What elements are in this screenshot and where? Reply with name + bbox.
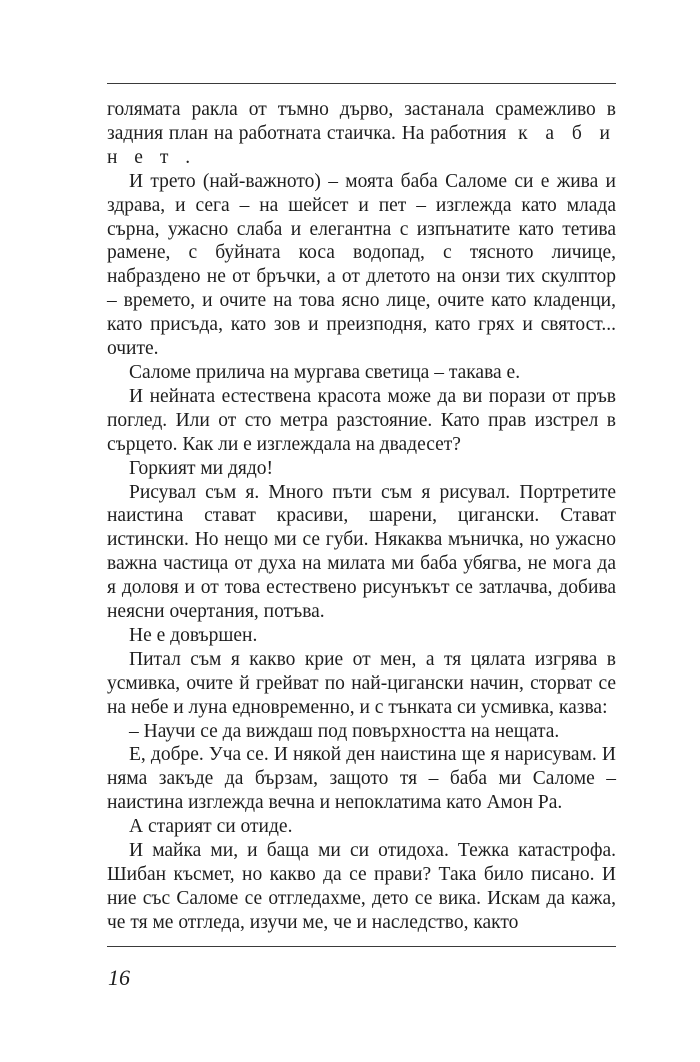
paragraph-2: И трето (най-важното) – моята баба Саломе си е жива и здрава, и сега – на шейсет и пет – изглежда като млада сърна, ужасно слаба и елегантна с изпънатите като тетива рамене, с буйната коса водопад, с тясното личице, набраздено не от бръчки, а от длетото на онзи тих скулптор – времето, и очите на това ясно лице, очите като кладенци, като присъда, като зов и преизподня, като грях и святост... очите. — [107, 170, 616, 360]
paragraph-7: Не е довършен. — [129, 624, 258, 646]
body-text — [107, 98, 616, 935]
paragraph-8: Питал съм я какво крие от мен, а тя цялата изгрява в усмивка, очите й грейват по най-цигански начин, сторват се на небе и луна едновременно, и с тънката си усмивка, казва: — [107, 648, 616, 718]
spaced-word: к а б и н е т . — [107, 122, 616, 168]
paragraph-3: Саломе прилича на мургава светица – такава е. — [129, 361, 521, 383]
paragraph-4: И нейната естествена красота може да ви порази от пръв поглед. Или от сто метра разстояние. Като прав изстрел в сърцето. Как ли е изглеждала на двадесет? — [107, 385, 616, 455]
paragraph-9: – Научи се да виждаш под повърхността на нещата. — [129, 720, 560, 742]
paragraph-12: И майка ми, и баща ми си отидоха. Тежка катастрофа. Шибан късмет, но какво да се прави? Така било писано. И ние със Саломе се отгледахме, дето се вика. Искам да кажа, че тя ме отгледа, изучи ме, че и наследство, както — [107, 840, 616, 933]
paragraph-text: голямата ракла от тъмно дърво, застанала срамежливо в задния план на работната стаичка. На работния — [107, 99, 616, 144]
page-number: 16 — [108, 965, 130, 990]
paragraph-11: А старият си отиде. — [129, 816, 293, 838]
paragraph-1 — [107, 98, 616, 170]
paragraph-6: Рисувал съм я. Много пъти съм я рисувал. Портретите наистина стават красиви, шарени, цигански. Стават истински. Но нещо ми се губи. Някаква мъничка, но ужасно важна частица от духа на милата ми баба убягва, не мога да я доловя и от това естествено рисунъкът се затлачва, добива неясни очертания, потъва. — [107, 481, 616, 623]
paragraph-10: Е, добре. Уча се. И някой ден наистина ще я нарисувам. И няма закъде да бързам, защото тя – баба ми Саломе – наистина изглежда вечна и непоклатима като Амон Ра. — [107, 744, 616, 814]
footer-rule — [107, 946, 616, 947]
paragraph-5: Горкият ми дядо! — [129, 457, 274, 479]
header-rule — [107, 83, 616, 84]
